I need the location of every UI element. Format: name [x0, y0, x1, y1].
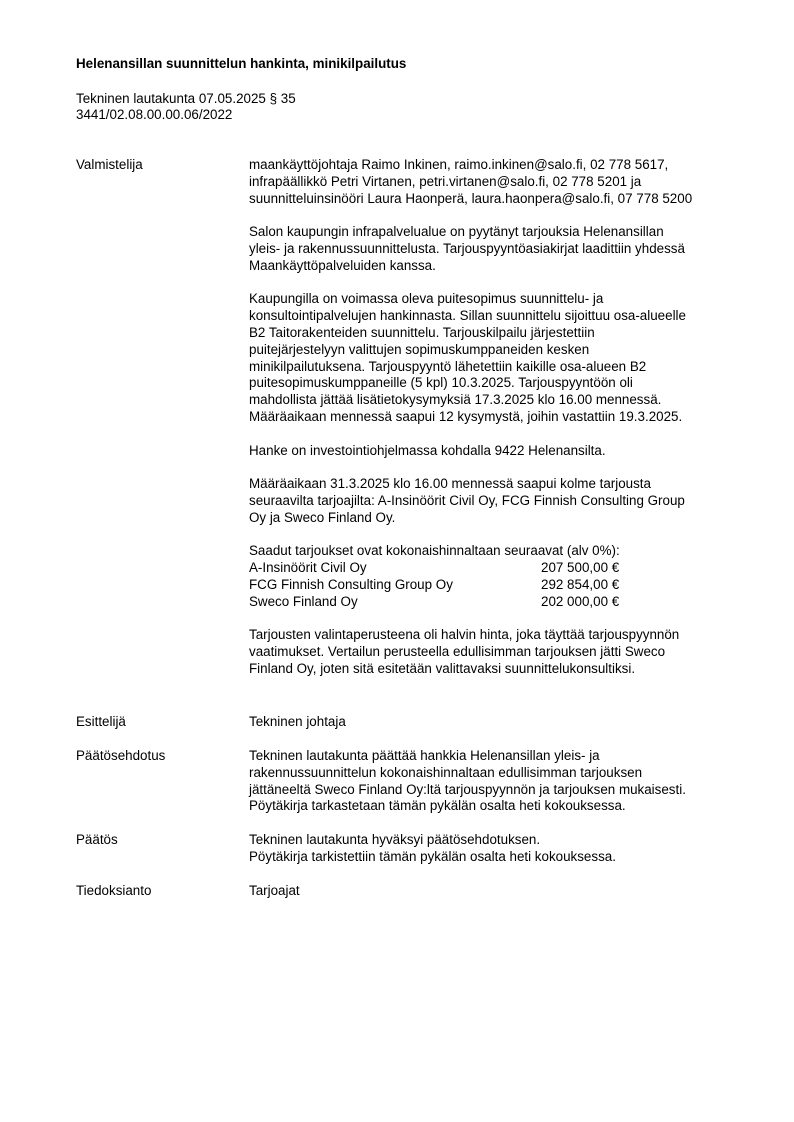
section-content [249, 157, 744, 678]
paragraph-framework [249, 291, 744, 425]
document-title: Helenansillan suunnittelun hankinta, minikilpailutus [76, 56, 407, 71]
text-line: Oy ja Sweco Finland Oy. [249, 509, 396, 525]
text-line: Määräaikaan 31.3.2025 klo 16.00 mennessä saapui kolme tarjousta [249, 476, 651, 492]
section-label: Päätös [76, 832, 118, 847]
preparer-line: suunnitteluinsinööri Laura Haonperä, laura.haonpera@salo.fi, 07 778 5200 [249, 190, 693, 206]
text-line: seuraavilta tarjoajilta: A-Insinöörit Civil Oy, FCG Finnish Consulting Group [249, 492, 685, 508]
meeting-line: Tekninen lautakunta 07.05.2025 § 35 [76, 91, 296, 106]
offer-name: FCG Finnish Consulting Group Oy [249, 576, 453, 592]
paragraph-request [249, 224, 744, 274]
preparer-line: infrapäällikkö Petri Virtanen, petri.virtanen@salo.fi, 02 778 5201 ja [249, 173, 642, 189]
offer-row [249, 594, 744, 611]
recipients: Tarjoajat [249, 883, 300, 898]
offer-price: 207 500,00 € [541, 560, 620, 576]
text-line: Tekninen lautakunta päättää hankkia Helenansillan yleis- ja [249, 748, 600, 763]
text-line: Hanke on investointiohjelmassa kohdalla 9422 Helenansilta. [249, 442, 606, 458]
text-line: jättäneeltä Sweco Finland Oy:ltä tarjouspyynnön ja tarjouksen mukaisesti. [249, 781, 686, 797]
text-line: Kaupungilla on voimassa oleva puitesopimus suunnittelu- ja [249, 291, 604, 307]
offers-table [249, 543, 744, 610]
text-line: Pöytäkirja tarkastetaan tämän pykälän osalta heti kokouksessa. [249, 798, 626, 814]
section-label: Esittelijä [76, 714, 126, 729]
section-content [249, 883, 744, 900]
text-line: Finland Oy, joten sitä esitetään valittavaksi suunnittelukonsultiksi. [249, 660, 636, 676]
text-line: puitejärjestelyyn valittujen sopimuskumppaneiden kesken [249, 341, 590, 357]
offer-price: 202 000,00 € [541, 593, 620, 609]
offers-intro: Saadut tarjoukset ovat kokonaishinnaltaan seuraavat (alv 0%): [249, 543, 620, 559]
paragraph-selection [249, 627, 744, 677]
text-line: Pöytäkirja tarkistettiin tämän pykälän osalta heti kokouksessa. [249, 848, 616, 864]
preparers-paragraph [249, 157, 744, 207]
paragraph-deadline [249, 476, 744, 526]
text-line: konsultointipalvelujen hankinnasta. Sillan suunnittelu sijoittuu osa-alueelle [249, 308, 686, 324]
text-line: B2 Taitorakenteiden suunnittelu. Tarjouskilpailu järjestettiin [249, 324, 595, 340]
section-label: Tiedoksianto [76, 883, 152, 898]
presenter: Tekninen johtaja [249, 714, 346, 729]
text-line: Määräaikaan mennessä saapui 12 kysymystä, joihin vastattiin 19.3.2025. [249, 408, 683, 424]
paragraph-investment [249, 443, 744, 460]
text-line: Maankäyttöpalveluiden kanssa. [249, 257, 436, 273]
text-line: puitesopimuskumppaneille (5 kpl) 10.3.2025. Tarjouspyyntöön oli [249, 375, 633, 391]
text-line: rakennussuunnittelun kokonaishinnaltaan edullisimman tarjouksen [249, 764, 643, 780]
text-line: Tarjousten valintaperusteena oli halvin hinta, joka täyttää tarjouspyynnön [249, 627, 680, 643]
section-label: Päätösehdotus [76, 748, 166, 763]
offer-price: 292 854,00 € [541, 576, 620, 592]
offer-row [249, 577, 744, 594]
text-line: vaatimukset. Vertailun perusteella edullisimman tarjouksen jätti Sweco [249, 644, 666, 660]
offer-row [249, 560, 744, 577]
meeting-info [76, 91, 296, 123]
case-number: 3441/02.08.00.00.06/2022 [76, 107, 233, 122]
offer-name: Sweco Finland Oy [249, 593, 358, 609]
preparer-line: maankäyttöjohtaja Raimo Inkinen, raimo.inkinen@salo.fi, 02 778 5617, [249, 157, 669, 172]
text-line: Tekninen lautakunta hyväksyi päätösehdotuksen. [249, 832, 541, 847]
text-line: mahdollista jättää lisätietokysymyksiä 17.3.2025 klo 16.00 mennessä. [249, 392, 662, 408]
text-line: yleis- ja rakennussuunnittelusta. Tarjouspyyntöasiakirjat laadittiin yhdessä [249, 240, 685, 256]
section-content [249, 714, 744, 731]
section-content [249, 832, 744, 866]
offer-name: A-Insinöörit Civil Oy [249, 560, 367, 576]
section-content [249, 748, 744, 815]
section-label: Valmistelija [76, 157, 143, 172]
text-line: Salon kaupungin infrapalvelualue on pyytänyt tarjouksia Helenansillan [249, 224, 664, 240]
text-line: minikilpailutuksena. Tarjouspyyntö lähetettiin kaikille osa-alueen B2 [249, 358, 647, 374]
